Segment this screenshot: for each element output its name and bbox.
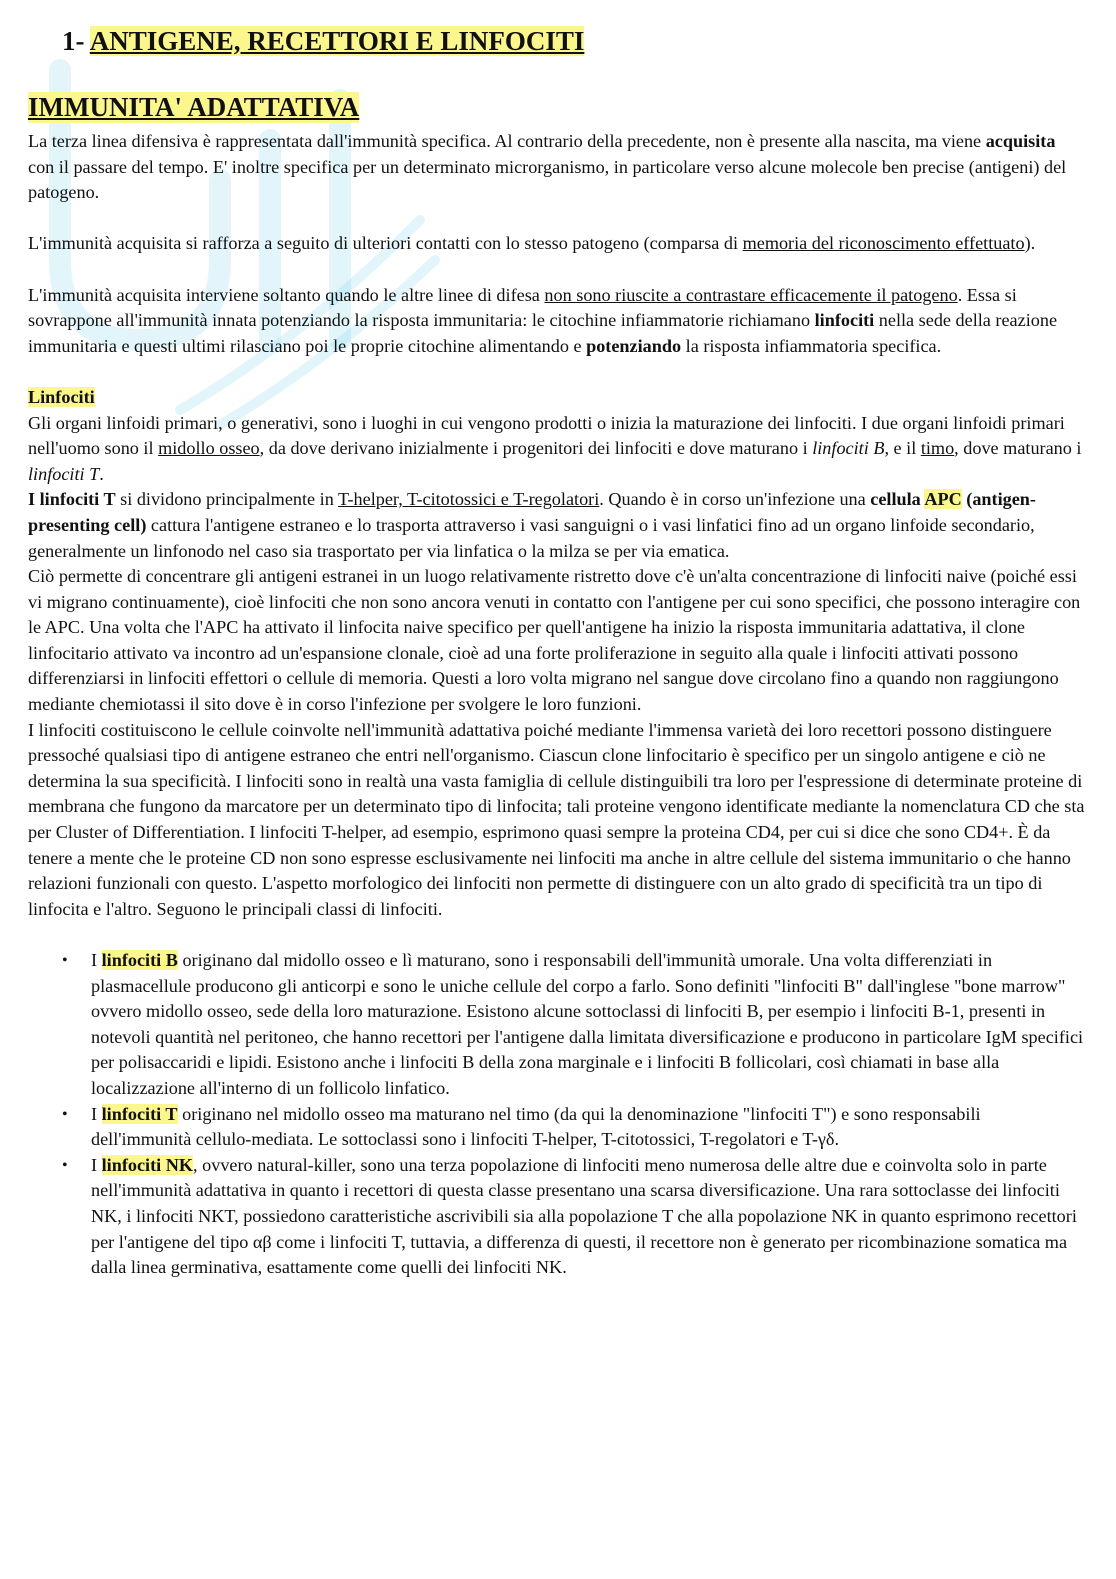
paragraph-t-cells: I linfociti T si dividono principalmente in T-helper, T-citotossici e T-regolatori. Quando è in corso un'infezione una cellula APC (antigen-presenting cell) cattura l'antigene estraneo e lo trasporta attraverso i vasi sanguigni o i vasi linfatici fino ad un organo linfoide secondario, generalmente un linfonodo nel caso sia trasportato per via linfatica o la milza se per via ematica.	[28, 489, 1036, 561]
list-item-nk-cells: • I linfociti NK, ovvero natural-killer, sono una terza popolazione di linfociti meno numerosa delle altre due e coinvolta solo in parte nell'immunità adattativa in quanto i recettori di questa classe presentano una scarsa diversificazione. Una rara sottoclasse dei linfociti NK, i linfociti NKT, possiedono caratteristiche ascrivibili sia alla popolazione T che alla popolazione NK in quanto esprimono recettori per l'antigene del tipo αβ come i linfociti T, tuttavia, a differenza di questi, il recettore non è generato per ricombinazione somatica ma dalla linea germinativa, esattamente come quelli dei linfociti NK.	[62, 1154, 1077, 1278]
subsection-title: Linfociti	[28, 386, 95, 407]
paragraph-intervention: L'immunità acquisita interviene soltanto quando le altre linee di difesa non sono riuscite a contrastare efficacemente il patogeno. Essa si sovrappone all'immunità innata potenziando la risposta immunitaria: le citochine infiammatorie richiamano linfociti nella sede della reazione immunitaria e questi ultimi rilasciano poi le proprie citochine alimentando e potenziando la risposta infiammatoria specifica.	[28, 284, 1058, 356]
paragraph-intro: La terza linea difensiva è rappresentata dall'immunità specifica. Al contrario della precedente, non è presente alla nascita, ma viene acquisita con il passare del tempo. E' inoltre specifica per un determinato microrganismo, in particolare verso alcune molecole ben precise (antigeni) del patogeno.	[28, 131, 1067, 203]
paragraph-concentration: Ciò permette di concentrare gli antigeni estranei in un luogo relativamente ristretto dove c'è un'alta concentrazione di linfociti naive (poiché essi vi migrano continuamente), cioè linfociti che non sono ancora venuti in contatto con l'antigene per cui sono specifici, che possono interagire con le APC. Una volta che l'APC ha attivato il linfocita naive specifico per quell'antigene ha inizio la risposta immunitaria adattativa, il clone linfocitario attivato va incontro ad un'espansione clonale, cioè ad una forte proliferazione in seguito alla quale i linfociti attivati possono differenziarsi in linfociti effettori o cellule di memoria. Questi a loro volta migrano nel sangue dove circolano fino a quando non raggiungono mediante chemiotassi il sito dove è in corso l'infezione per svolgere le loro funzioni.	[28, 566, 1081, 715]
bullet-icon: •	[62, 952, 68, 969]
paragraph-memory: L'immunità acquisita si rafforza a seguito di ulteriori contatti con lo stesso patogeno (comparsa di memoria del riconoscimento effettuato).	[28, 233, 1036, 254]
document-body	[28, 129, 1085, 1281]
paragraph-cd-markers: I linfociti costituiscono le cellule coinvolte nell'immunità adattativa poiché mediante l'immensa varietà dei loro recettori possono distinguere pressoché qualsiasi tipo di antigene estraneo che entri nell'organismo. Ciascun clone linfocitario è specifico per un singolo antigene e ciò ne determina la sua specificità. I linfociti sono in realtà una vasta famiglia di cellule distinguibili tra loro per l'espressione di determinate proteine di membrana che fungono da marcatore per un determinato tipo di linfocita; tali proteine vengono identificate mediante la nomenclatura CD che sta per Cluster of Differentiation. I linfociti T-helper, ad esempio, esprimono quasi sempre la proteina CD4, per cui si dice che sono CD4+. È da tenere a mente che le proteine CD non sono espresse esclusivamente nei linfociti ma anche in altre cellule del sistema immunitario o che hanno relazioni funzionali con questo. L'aspetto morfologico dei linfociti non permette di distinguere con un alto grado di specificità tra un tipo di linfocita e l'altro. Seguono le principali classi di linfociti.	[28, 719, 1085, 919]
list-item-t-cells: • I linfociti T originano nel midollo osseo ma maturano nel timo (da qui la denominazione "linfociti T") e sono responsabili dell'immunità cellulo-mediata. Le sottoclassi sono i linfociti T-helper, T-citotossici, T-regolatori e T-γδ.	[62, 1103, 981, 1150]
bullet-icon: •	[62, 1105, 68, 1123]
chapter-heading	[62, 26, 584, 57]
bullet-icon: •	[62, 1156, 68, 1174]
paragraph-organs: Gli organi linfoidi primari, o generativi, sono i luoghi in cui vengono prodotti o inizia la maturazione dei linfociti. I due organi linfoidi primari nell'uomo sono il midollo osseo, da dove derivano inizialmente i progenitori dei linfociti e dove maturano i linfociti B, e il timo, dove maturano i linfociti T.	[28, 412, 1082, 484]
section-title: IMMUNITA' ADATTATIVA	[28, 92, 360, 122]
chapter-number: 1-	[62, 26, 85, 56]
chapter-title: ANTIGENE, RECETTORI E LINFOCITI	[89, 26, 585, 56]
list-item-b-cells: • I linfociti B originano dal midollo osseo e lì maturano, sono i responsabili dell'immunità umorale. Una volta differenziati in plasmacellule producono gli anticorpi e sono le uniche cellule del corpo a farlo. Sono definiti "linfociti B" dall'inglese "bone marrow" ovvero midollo osseo, sede della loro maturazione. Esistono alcune sottoclassi di linfociti B, per esempio i linfociti B-1, presenti in notevoli quantità nel peritoneo, che hanno recettori per l'antigene dalla limitata diversificazione e producono in particolare IgM specifici per polisaccaridi e lipidi. Esistono anche i linfociti B della zona marginale e i linfociti B follicolari, così chiamati in base alla localizzazione all'interno di un follicolo linfatico.	[62, 950, 1084, 1098]
lymphocyte-class-list	[28, 948, 1085, 1281]
